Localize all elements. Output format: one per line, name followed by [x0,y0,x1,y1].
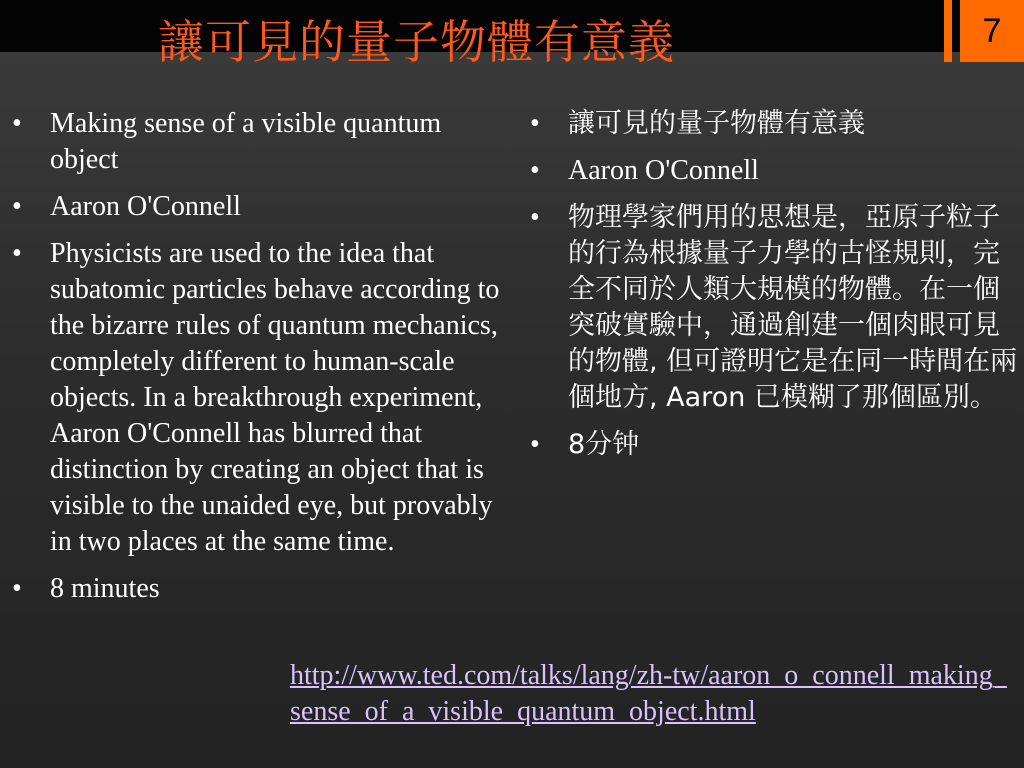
talk-title-en: Making sense of a visible quantum object [50,108,442,175]
bullet-icon: • [530,108,540,139]
bullet-icon: • [12,573,22,604]
duration-en: 8 minutes [50,573,160,604]
bullet-icon: • [530,202,540,233]
bullet-icon: • [12,108,22,139]
talk-url-link[interactable]: http://www.ted.com/talks/lang/zh-tw/aaron_o_connell_making_sense_of_a_visible_quantum_object.html [290,660,1007,727]
talk-title-zh: 讓可見的量子物體有意義 [568,108,865,139]
list-item [530,200,1018,416]
bullet-icon: • [530,429,540,460]
duration-zh: 8分钟 [568,429,640,460]
list-item [530,427,1018,463]
left-column [12,106,512,618]
list-item [530,106,1018,142]
bullet-icon: • [12,191,22,222]
description-en: Physicists are used to the idea that subatomic particles behave according to the bizarre rules of quantum mechanics, completely different to human-scale objects. In a breakthrough experiment, Aaron O'Connell has blurred that distinction by creating an object that is visible to the unaided eye, but provably in two places at the same time. [50,238,500,557]
bullet-icon: • [12,238,22,269]
description-zh: 物理學家們用的思想是，亞原子粒子的行為根據量子力學的古怪規則，完全不同於人類大規模的物體。在一個突破實驗中，通過創建一個肉眼可見的物體, 但可證明它是在同一時間在兩個地方, Aaron 已模糊了那個區別。 [568,202,1018,413]
list-item [12,106,512,178]
list-item [12,189,512,225]
speaker-name-en: Aaron O'Connell [50,191,241,222]
list-item [530,153,1018,189]
speaker-name-zh: Aaron O'Connell [568,155,759,186]
list-item [12,236,512,560]
right-column [530,106,1018,474]
list-item [12,571,512,607]
page-number-stripe [944,0,952,62]
slide-title: 讓可見的量子物體有意義 [158,15,675,69]
bullet-icon: • [530,155,540,186]
page-number: 7 [982,12,1002,50]
